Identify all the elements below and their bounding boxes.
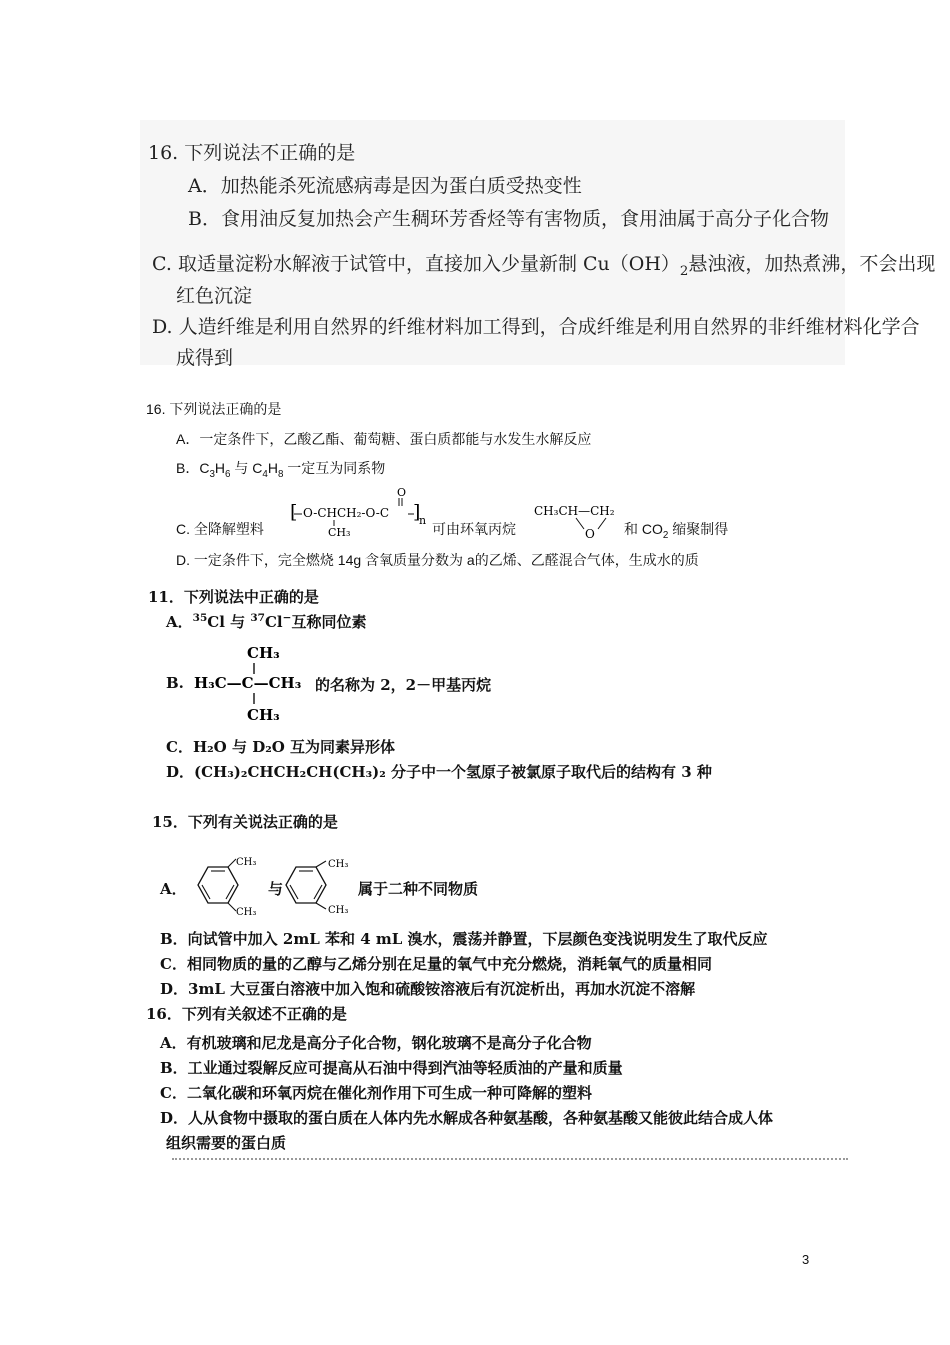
polymer-bracket-right: ] xyxy=(413,501,421,523)
q2-option-d: D. 一定条件下，完全燃烧 14g 含氧质量分数为 a的乙烯、乙醛混合气体，生成水的质 xyxy=(176,552,699,568)
polymer-structure xyxy=(286,484,426,540)
methyl-top: CH₃ xyxy=(247,644,280,662)
methyl-bottom: CH₃ xyxy=(247,706,280,724)
q3-option-a: A．$^{35}$Cl 与 $^{37}$Cl−互称同位素 xyxy=(166,612,367,631)
methyl-label: CH₃ xyxy=(236,907,257,917)
q3-option-b-text: 的名称为 2，2－甲基丙烷 xyxy=(315,676,492,694)
q5-option-d-line2: 组织需要的蛋白质 xyxy=(166,1134,287,1152)
q4-stem: 15．下列有关说法正确的是 xyxy=(152,813,338,831)
q5-option-d-line1: D．人从食物中摄取的蛋白质在人体内先水解成各种氨基酸，各种氨基酸又能彼此结合成人体 xyxy=(160,1109,774,1127)
q2-stem: 16. 下列说法正确的是 xyxy=(146,401,282,417)
o-xylene-structure-2 xyxy=(282,855,364,917)
q5-stem: 16．下列有关叙述不正确的是 xyxy=(146,1005,347,1023)
neopentane-main-chain: H₃C—C—CH₃ xyxy=(194,674,302,692)
o-xylene-structure-1 xyxy=(186,855,268,917)
q5-option-b: B．工业通过裂解反应可提高从石油中得到汽油等轻质油的产量和质量 xyxy=(160,1059,623,1077)
q2-option-a: A．一定条件下，乙酸乙酯、葡萄糖、蛋白质都能与水发生水解反应 xyxy=(176,431,592,447)
q1-option-a: A．加热能杀死流感病毒是因为蛋白质受热变性 xyxy=(188,175,582,197)
q3-stem: 11．下列说法中正确的是 xyxy=(148,588,319,606)
q4-option-b: B．向试管中加入 2mL 苯和 4 mL 溴水，震荡并静置，下层颜色变浅说明发生了取代反应 xyxy=(160,930,768,948)
epoxide-oxygen: O xyxy=(585,527,595,540)
polymer-bracket-left: [ xyxy=(290,501,298,523)
methyl-label: CH₃ xyxy=(328,859,349,870)
methyl-label: CH₃ xyxy=(236,857,257,868)
q2-option-c-end: 和 $CO_2$ 缩聚制得 xyxy=(624,521,729,541)
q1-stem: 16. 下列说法不正确的是 xyxy=(148,142,356,164)
q4-option-a-with: 与 xyxy=(268,880,284,898)
polymer-carbonyl-o: O xyxy=(397,486,407,499)
epoxide-chain: CH₃CH—CH₂ xyxy=(534,504,615,518)
q4-option-a-text: 属于二种不同物质 xyxy=(358,880,479,898)
q1-option-b: B．食用油反复加热会产生稠环芳香烃等有害物质，食用油属于高分子化合物 xyxy=(188,208,829,230)
q2-option-c-middle: 可由环氧丙烷 xyxy=(432,521,516,537)
page-number: 3 xyxy=(802,1252,810,1267)
q1-option-c-line2: 红色沉淀 xyxy=(176,285,253,307)
q5-option-a: A．有机玻璃和尼龙是高分子化合物，钢化玻璃不是高分子化合物 xyxy=(160,1034,592,1052)
q1-option-d-line1: D. 人造纤维是利用自然界的纤维材料加工得到，合成纤维是利用自然界的非纤维材料化学合 xyxy=(152,316,920,338)
q2-option-b: B．$C_3H_6$ 与 $C_4H_8$ 一定互为同系物 xyxy=(176,460,386,480)
q1-option-d-line2: 成得到 xyxy=(176,347,234,369)
polymer-branch: CH₃ xyxy=(328,526,351,539)
q1-option-c-line1: C. 取适量淀粉水解液于试管中，直接加入少量新制 $Cu(OH)_2$悬浊液，加热煮沸，不会出现 xyxy=(152,253,936,279)
neopentane-structure xyxy=(192,638,322,728)
q2-option-c-prefix: C. 全降解塑料 xyxy=(176,521,264,537)
q5-option-c: C．二氧化碳和环氧丙烷在催化剂作用下可生成一种可降解的塑料 xyxy=(160,1084,592,1102)
q3-option-d: D．(CH₃)₂CHCH₂CH(CH₃)₂ 分子中一个氢原子被氯原子取代后的结构有 3 种 xyxy=(166,763,712,781)
methyl-label: CH₃ xyxy=(328,905,349,916)
polymer-n: n xyxy=(419,514,426,527)
polymer-chain: O-CHCH₂-O-C xyxy=(303,506,390,520)
q3-option-b-label: B. xyxy=(166,674,184,692)
q3-option-c: C．H₂O 与 D₂O 互为同素异形体 xyxy=(166,738,396,756)
q4-option-c: C．相同物质的量的乙醇与乙烯分别在足量的氧气中充分燃烧，消耗氧气的质量相同 xyxy=(160,955,712,973)
epoxide-structure xyxy=(532,498,628,540)
q4-option-a-label: A． xyxy=(160,880,187,898)
q4-option-d: D．3mL 大豆蛋白溶液中加入饱和硫酸铵溶液后有沉淀析出，再加水沉淀不溶解 xyxy=(160,980,696,998)
cropped-text-fragment xyxy=(172,1158,848,1164)
